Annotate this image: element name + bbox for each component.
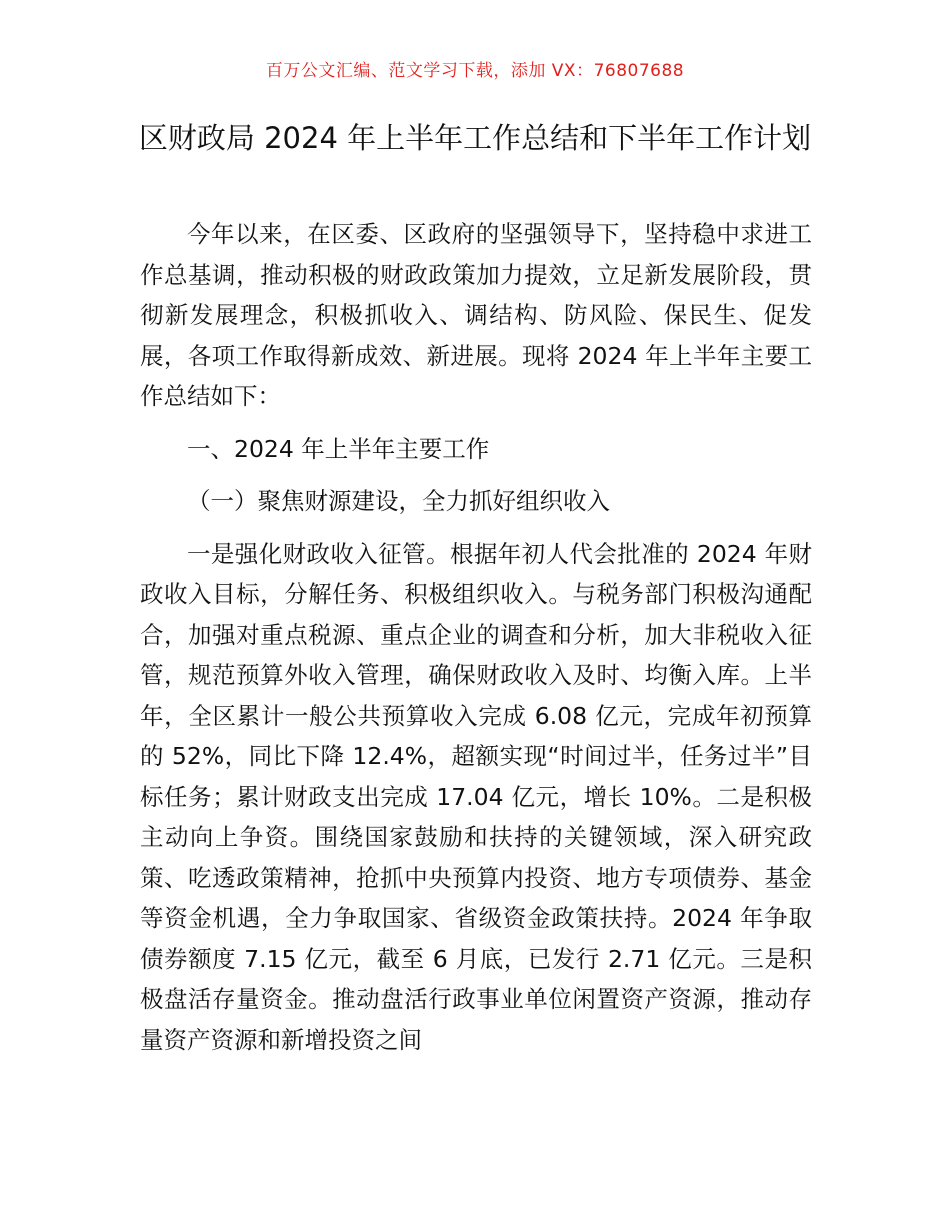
section-heading: 一、2024 年上半年主要工作	[187, 434, 490, 463]
document-body	[140, 214, 812, 1060]
document-title: 区财政局 2024 年上半年工作总结和下半年工作计划	[138, 121, 812, 155]
body-paragraph: 一是强化财政收入征管。根据年初人代会批准的 2024 年财政收入目标，分解任务、积极组织收入。与税务部门积极沟通配合，加强对重点税源、重点企业的调查和分析，加大非税收入征管，规范预算外收入管理，确保财政收入及时、均衡入库。上半年，全区累计一般公共预算收入完成 6.08 亿元，完成年初预算的 52%，同比下降 12.4%，超额实现“时间过半，任务过半”目标任务；累计财政支出完成 17.04 亿元，增长 10%。二是积极主动向上争资。围绕国家鼓励和扶持的关键领域，深入研究政策、吃透政策精神，抢抓中央预算内投资、地方专项债券、基金等资金机遇，全力争取国家、省级资金政策扶持。2024 年争取债券额度 7.15 亿元，截至 6 月底，已发行 2.71 亿元。三是积极盘活存量资金。推动盘活行政事业单位闲置资产资源，推动存量资产资源和新增投资之间	[140, 539, 812, 1054]
intro-paragraph: 今年以来，在区委、区政府的坚强领导下，坚持稳中求进工作总基调，推动积极的财政政策加力提效，立足新发展阶段，贯彻新发展理念，积极抓收入、调结构、防风险、保民生、促发展，各项工作取得新成效、新进展。现将 2024 年上半年主要工作总结如下：	[140, 220, 812, 410]
subsection-heading: （一）聚焦财源建设，全力抓好组织收入	[187, 487, 610, 515]
header-banner: 百万公文汇编、范文学习下载，添加 VX：76807688	[265, 61, 685, 81]
